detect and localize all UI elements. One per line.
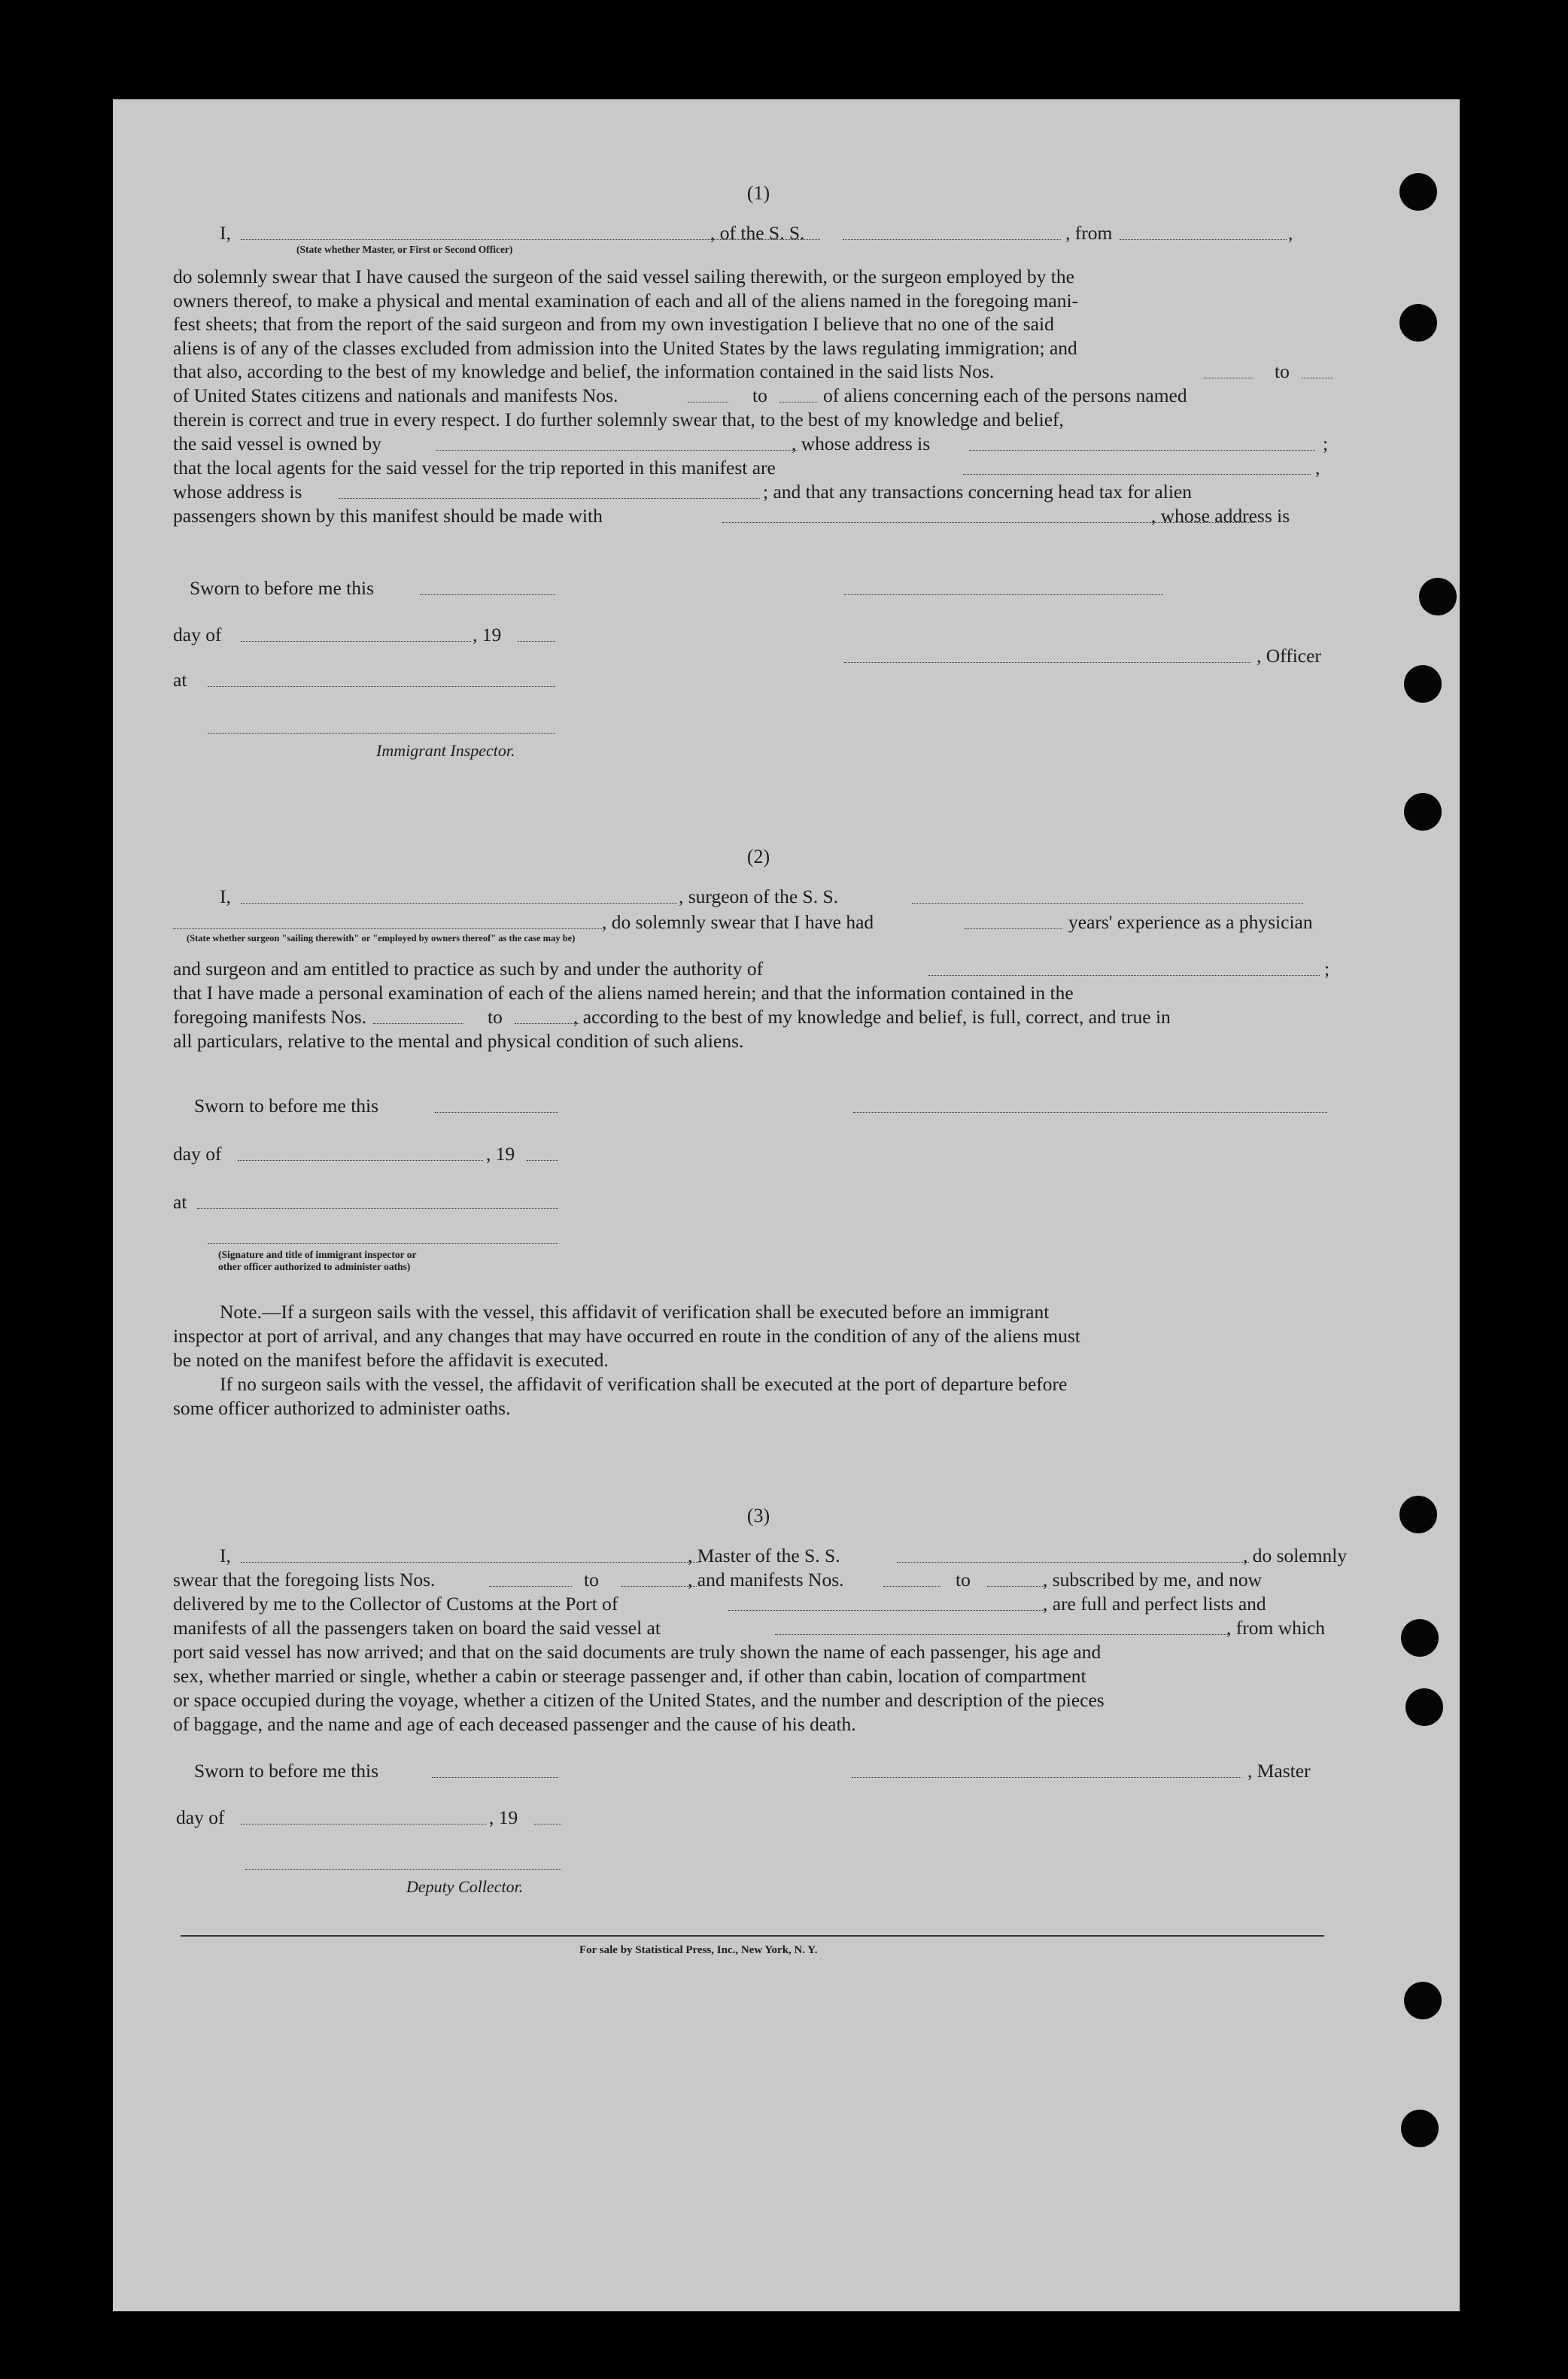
s2-at-blank[interactable] — [197, 1208, 558, 1209]
s1-line6-to: to — [1275, 360, 1290, 382]
punch-hole — [1419, 578, 1457, 615]
s1-line12: passengers shown by this manifest should be made with — [173, 505, 603, 527]
s2-note-5: some officer authorized to administer oaths. — [173, 1397, 511, 1419]
s3-line2-to1: to — [584, 1569, 599, 1591]
s1-year: , 19 — [473, 624, 502, 646]
s1-manifests-to-blank[interactable] — [779, 402, 817, 403]
s3-manifests-to-blank[interactable] — [987, 1586, 1044, 1587]
s3-line8: of baggage, and the name and age of each deceased passenger and the cause of his death. — [173, 1713, 856, 1735]
s3-sworn-blank[interactable] — [432, 1777, 558, 1778]
s3-dayof: day of — [176, 1806, 225, 1828]
s1-line7-end: of aliens concerning each of the persons named — [823, 384, 1187, 406]
s1-manifests-from-blank[interactable] — [688, 402, 728, 403]
s3-year-blank[interactable] — [534, 1824, 561, 1825]
s1-p-line: do solemnly swear that I have caused the surgeon of the said vessel sailing therewith, or the surgeon employed by the — [173, 266, 1074, 287]
section-3-heading: (3) — [746, 1505, 770, 1527]
punch-hole — [1404, 665, 1442, 703]
s1-from-blank[interactable] — [1120, 239, 1287, 240]
s1-at-blank[interactable] — [208, 686, 555, 687]
s1-sworn-blank[interactable] — [420, 594, 555, 595]
s1-line9-semicolon: ; — [1323, 433, 1329, 454]
s2-line2-end: years' experience as a physician — [1068, 911, 1313, 933]
s1-agents-blank[interactable] — [963, 474, 1311, 475]
s2-line2-caption: (State whether surgeon "sailing therewith" or "employed by owners thereof" as the case may be) — [187, 933, 576, 943]
section-2-heading: (2) — [746, 846, 770, 867]
s3-line2-manifests: , and manifests Nos. — [688, 1569, 844, 1591]
punch-hole — [1404, 1982, 1442, 2019]
s1-line8: therein is correct and true in every respect. I do further solemnly swear that, to the best of my knowledge and belief, — [173, 409, 1064, 430]
s1-paragraph — [173, 265, 1452, 360]
s2-manifests-to-blank[interactable] — [515, 1023, 579, 1024]
s1-line9-address: , whose address is — [792, 433, 931, 454]
s1-line9: the said vessel is owned by — [173, 433, 381, 454]
s2-line5: foregoing manifests Nos. — [173, 1006, 367, 1028]
s1-inspector-label: Immigrant Inspector. — [376, 741, 515, 760]
punch-hole — [1399, 173, 1437, 211]
s2-line2: , do solemnly swear that I have had — [602, 911, 874, 933]
s1-line11-end: ; and that any transactions concerning head tax for alien — [763, 481, 1192, 503]
s3-line1-end: , do solemnly — [1243, 1545, 1348, 1566]
s1-p-line: fest sheets; that from the report of the said surgeon and from my own investigation I believe that no one of the said — [173, 313, 1054, 335]
punch-hole — [1399, 1496, 1437, 1533]
s2-note-3: be noted on the manifest before the affidavit is executed. — [173, 1349, 609, 1371]
s3-collector-label: Deputy Collector. — [406, 1877, 524, 1896]
s2-year: , 19 — [486, 1143, 515, 1165]
s3-master-name-blank[interactable] — [241, 1562, 700, 1563]
s3-master-label: , Master — [1247, 1760, 1311, 1782]
punch-hole — [1401, 1619, 1439, 1657]
punch-hole — [1405, 1688, 1443, 1726]
s1-line10: that the local agents for the said vessel for the trip reported in this manifest are — [173, 457, 776, 479]
s1-officer-label: , Officer — [1257, 645, 1321, 667]
s3-sworn: Sworn to before me this — [194, 1760, 379, 1782]
s1-p-line: owners thereof, to make a physical and mental examination of each and all of the aliens named in the foregoing mani- — [173, 289, 1079, 311]
s3-master-signature-blank[interactable] — [852, 1777, 1241, 1778]
s1-owner-blank[interactable] — [436, 450, 798, 451]
s2-inspector-signature-blank[interactable] — [208, 1243, 558, 1244]
s3-year: , 19 — [489, 1806, 518, 1828]
s1-line10-comma: , — [1315, 457, 1320, 479]
s1-officer-line[interactable] — [844, 662, 1250, 663]
s1-line7-to: to — [752, 384, 767, 406]
s3-collector-signature-blank[interactable] — [245, 1869, 561, 1870]
s2-line6: all particulars, relative to the mental and physical condition of such aliens. — [173, 1030, 744, 1052]
s1-vessel-blank[interactable] — [843, 239, 1061, 240]
s3-manifests-from-blank[interactable] — [883, 1586, 940, 1587]
s3-vessel-blank[interactable] — [897, 1562, 1249, 1563]
s3-line4: manifests of all the passengers taken on board the said vessel at — [173, 1617, 661, 1639]
punch-hole — [1401, 2110, 1439, 2147]
s2-sworn: Sworn to before me this — [194, 1095, 379, 1117]
s3-embarkation-blank[interactable] — [775, 1634, 1229, 1635]
s3-day-blank[interactable] — [241, 1824, 486, 1825]
s1-day-blank[interactable] — [241, 641, 471, 642]
s2-line1-i: I, — [220, 886, 231, 907]
footer-rule — [181, 1935, 1324, 1937]
s1-sworn: Sworn to before me this — [190, 577, 375, 599]
s2-authority-blank[interactable] — [928, 975, 1320, 976]
s2-line3-semicolon: ; — [1324, 958, 1330, 980]
s1-line1-caption: (State whether Master, or First or Second Officer) — [296, 244, 513, 255]
s3-line4-end: , from which — [1226, 1617, 1326, 1639]
s2-note-2: inspector at port of arrival, and any changes that may have occurred en route in the condition of any of the aliens must — [173, 1325, 1080, 1347]
s1-dayof: day of — [173, 624, 222, 646]
s2-line3: and surgeon and am entitled to practice as such by and under the authority of — [173, 958, 764, 980]
s2-dayof: day of — [173, 1143, 222, 1165]
s1-p-line: aliens is of any of the classes excluded from admission into the United States by the laws regulating immigration; and — [173, 336, 1077, 359]
s3-line1-ss: , Master of the S. S. — [688, 1545, 840, 1566]
s1-agents-address-blank[interactable] — [339, 498, 760, 499]
s3-line5: port said vessel has now arrived; and that on the said documents are truly shown the name of each passenger, his age and — [173, 1641, 1102, 1663]
punch-hole — [1399, 304, 1437, 342]
s2-years-blank[interactable] — [965, 928, 1062, 929]
s2-day-blank[interactable] — [238, 1160, 483, 1161]
s1-line12-end: , whose address is — [1151, 505, 1290, 527]
s3-port-blank[interactable] — [728, 1610, 1044, 1611]
s1-at: at — [173, 669, 187, 691]
s2-line1-ss: , surgeon of the S. S. — [679, 886, 839, 907]
s3-line3-end: , are full and perfect lists and — [1043, 1593, 1266, 1615]
s2-line4: that I have made a personal examination of each of the aliens named herein; and that the information contained in the — [173, 982, 1074, 1004]
s1-line1-from: , from — [1065, 222, 1113, 244]
s2-note-1: Note.—If a surgeon sails with the vessel, this affidavit of verification shall be executed before an immigrant — [220, 1301, 1050, 1323]
s1-line1-ss: , of the S. S. — [710, 222, 805, 244]
s1-year-blank[interactable] — [518, 641, 555, 642]
s1-owner-address-blank[interactable] — [969, 450, 1315, 451]
s2-sig-caption-1: (Signature and title of immigrant inspector or — [218, 1249, 417, 1260]
s2-line5-end: , according to the best of my knowledge and belief, is full, correct, and true in — [573, 1006, 1171, 1028]
s3-line3: delivered by me to the Collector of Customs at the Port of — [173, 1593, 618, 1615]
s3-line2-to2: to — [956, 1569, 971, 1591]
s1-line6: that also, according to the best of my knowledge and belief, the information contained in the said lists Nos. — [173, 360, 995, 382]
s1-line1-i: I, — [220, 222, 231, 244]
punch-hole — [1404, 793, 1442, 831]
s3-line2: swear that the foregoing lists Nos. — [173, 1569, 436, 1591]
s2-note-4: If no surgeon sails with the vessel, the affidavit of verification shall be executed at the port of departure before — [220, 1373, 1068, 1395]
s2-sworn-blank[interactable] — [435, 1112, 558, 1113]
manifest-affidavit-sheet — [113, 99, 1460, 2311]
footer-printer: For sale by Statistical Press, Inc., New York, N. Y. — [579, 1944, 818, 1956]
s2-sig-caption-2: other officer authorized to administer oaths) — [218, 1261, 411, 1272]
s1-line1-comma: , — [1288, 222, 1293, 244]
s2-status-blank[interactable] — [173, 928, 602, 929]
section-1-heading: (1) — [746, 182, 770, 204]
s2-surgeon-name-blank[interactable] — [241, 903, 677, 904]
s1-inspector-signature-blank[interactable] — [208, 733, 555, 734]
s3-line6: sex, whether married or single, whether a cabin or steerage passenger and, if other than cabin, location of compartment — [173, 1665, 1086, 1687]
s3-lists-from-blank[interactable] — [489, 1586, 572, 1587]
s2-manifests-from-blank[interactable] — [373, 1023, 463, 1024]
s3-line2-end: , subscribed by me, and now — [1043, 1569, 1263, 1591]
s1-line11: whose address is — [173, 481, 302, 503]
s3-line7: or space occupied during the voyage, whether a citizen of the United States, and the number and description of the pieces — [173, 1689, 1105, 1711]
s3-lists-to-blank[interactable] — [621, 1586, 697, 1587]
s2-line5-to: to — [488, 1006, 503, 1028]
s1-line7: of United States citizens and nationals and manifests Nos. — [173, 384, 618, 406]
s2-vessel-blank[interactable] — [912, 903, 1303, 904]
s1-officer-signature-blank[interactable] — [844, 594, 1163, 595]
s2-surgeon-signature-blank[interactable] — [853, 1112, 1327, 1113]
s2-year-blank[interactable] — [527, 1160, 558, 1161]
s2-at: at — [173, 1191, 187, 1213]
s3-line1-i: I, — [220, 1545, 231, 1566]
